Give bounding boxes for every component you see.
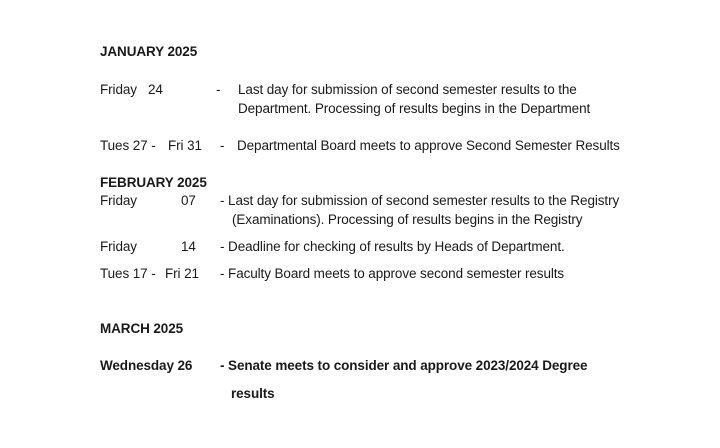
jan-entry1-day: Friday (100, 82, 137, 97)
feb-entry3-line1: - Faculty Board meets to approve second semester results (220, 266, 565, 281)
feb-entry1-num: 07 (181, 193, 196, 208)
jan-entry2-line1: Departmental Board meets to approve Second Semester Results (237, 138, 620, 153)
february-heading: FEBRUARY 2025 (100, 175, 207, 190)
mar-entry1-line1: - Senate meets to consider and approve 2023/2024 Degree (220, 358, 588, 373)
feb-entry2-day: Friday (100, 239, 137, 254)
jan-entry2-start: Tues 27 - (100, 138, 156, 153)
jan-entry1-line1: Last day for submission of second semester results to the (238, 82, 577, 97)
mar-entry1-line2: results (231, 386, 275, 401)
jan-entry1-dash: - (216, 82, 221, 97)
jan-entry1-line2: Department. Processing of results begins in the Department (238, 101, 591, 116)
feb-entry3-start: Tues 17 - (100, 266, 156, 281)
jan-entry2-end: Fri 31 (168, 138, 202, 153)
feb-entry3-end: Fri 21 (165, 266, 199, 281)
feb-entry2-line1: - Deadline for checking of results by Heads of Department. (220, 239, 565, 254)
jan-entry2-dash: - (220, 138, 225, 153)
mar-entry1-date: Wednesday 26 (100, 358, 193, 373)
march-heading: MARCH 2025 (100, 321, 184, 336)
jan-entry1-num: 24 (148, 82, 163, 97)
january-heading: JANUARY 2025 (100, 44, 198, 59)
feb-entry2-num: 14 (181, 239, 196, 254)
feb-entry1-day: Friday (100, 193, 137, 208)
feb-entry1-line1: - Last day for submission of second semester results to the Registry (220, 193, 620, 208)
feb-entry1-line2: (Examinations). Processing of results begins in the Registry (232, 212, 583, 227)
